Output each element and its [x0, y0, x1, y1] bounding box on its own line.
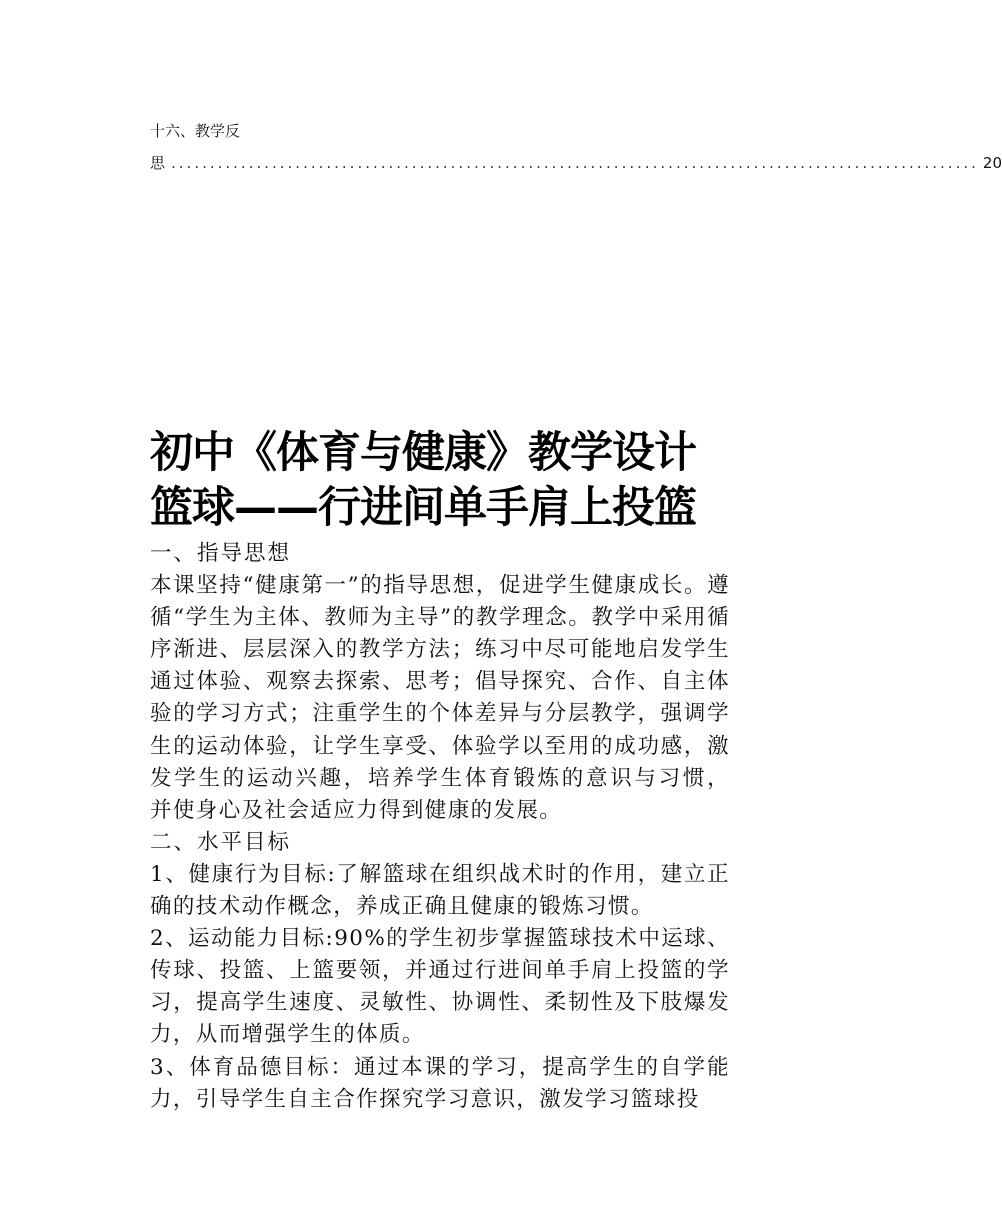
toc-page-number: 20	[982, 154, 1002, 172]
document-body	[150, 538, 730, 1116]
title-line-2: 篮球——行进间单手肩上投篮	[150, 483, 696, 533]
toc-entry-title[interactable]: 十六、教学反	[150, 122, 241, 140]
goal-motor-ability: 2、运动能力目标:90%的学生初步掌握篮球技术中运球、传球、投篮、上篮要领，并通过行进间单手肩上投篮的学习，提高学生速度、灵敏性、协调性、柔韧性及下肢爆发力，从而增强学生的体质。	[150, 926, 730, 1048]
goal-sports-ethics: 3、体育品德目标：通过本课的学习，提高学生的自学能力，引导学生自主合作探究学习意识，激发学习篮球投	[150, 1054, 730, 1112]
section-heading-goals: 二、水平目标	[150, 829, 292, 855]
toc-entry[interactable]	[150, 150, 1002, 176]
toc-entry-title-continued: 思	[150, 154, 166, 172]
document-title	[150, 426, 730, 536]
paragraph-guiding: 本课坚持“健康第一”的指导思想，促进学生健康成长。遵循“学生为主体、教师为主导”的教学理念。教学中采用循序渐进、层层深入的教学方法；练习中尽可能地启发学生通过体验、观察去探索、思考；倡导探究、合作、自主体验的学习方式；注重学生的个体差异与分层教学，强调学生的运动体验，让学生享受、体验学以至用的成功感，激发学生的运动兴趣，培养学生体育锻炼的意识与习惯， 并使身心及社会适应力得到健康的发展。	[150, 573, 730, 823]
table-of-contents	[150, 118, 1002, 176]
section-heading-guiding: 一、指导思想	[150, 541, 292, 566]
toc-leader-dots: ........................................................................................................	[171, 154, 979, 172]
title-line-1: 初中《体育与健康》教学设计	[150, 428, 696, 478]
goal-health-behavior: 1、健康行为目标:了解篮球在组织战术时的作用，建立正确的技术动作概念，养成正确且健康的锻炼习惯。	[150, 861, 730, 920]
